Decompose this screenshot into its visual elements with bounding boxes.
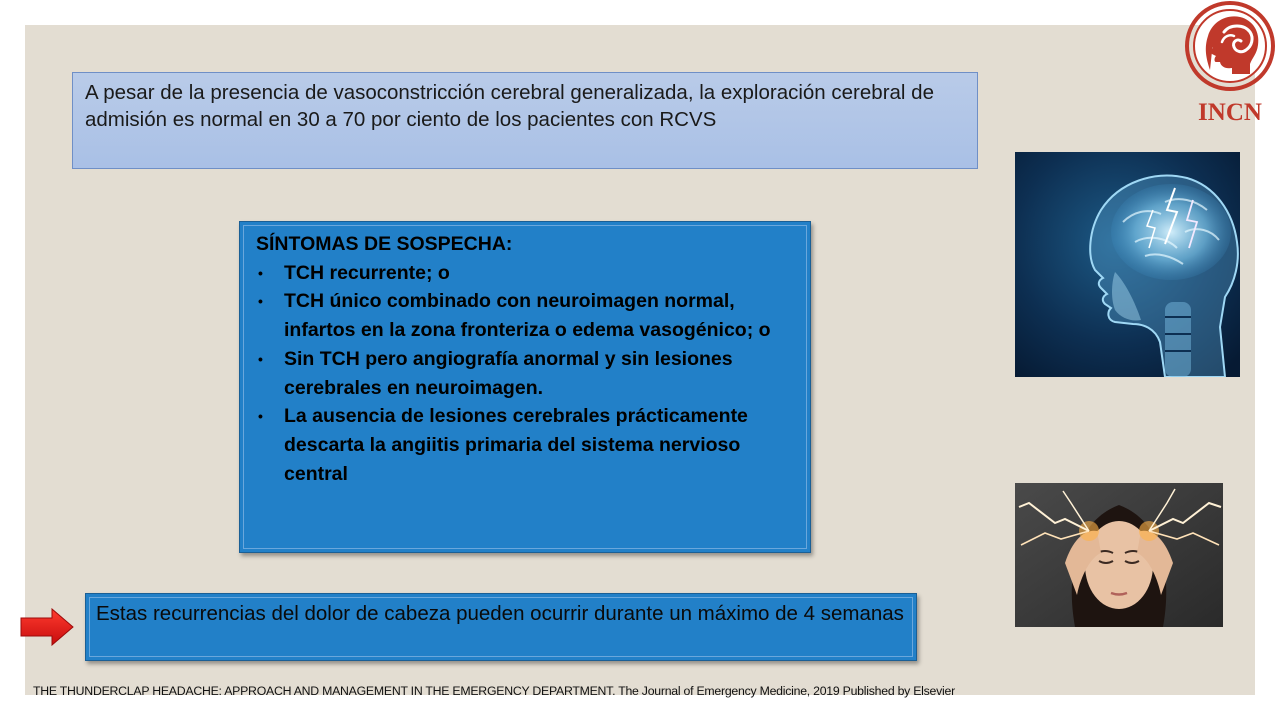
note-box: [85, 593, 917, 661]
symptom-text: TCH único combinado con neuroimagen normal, infartos en la zona fronteriza o edema vasogénico; o: [284, 290, 771, 342]
intro-textbox: [72, 72, 978, 169]
symptom-text: Sin TCH pero angiografía anormal y sin lesiones cerebrales en neuroimagen.: [284, 347, 733, 399]
bullet-icon: •: [258, 408, 263, 425]
symptom-item: [256, 402, 796, 488]
note-inner: [89, 597, 913, 657]
bullet-icon: •: [258, 293, 263, 310]
symptoms-list: [256, 259, 796, 489]
incn-logo: [1180, 0, 1280, 125]
right-arrow-icon: [20, 608, 74, 646]
citation: THE THUNDERCLAP HEADACHE: APPROACH AND MANAGEMENT IN THE EMERGENCY DEPARTMENT. The Journal of Emergency Medicine, 2019 Published by Elsevier: [33, 684, 955, 698]
symptoms-inner: [243, 225, 807, 549]
headache-woman-image: [1015, 483, 1223, 627]
note-text: Estas recurrencias del dolor de cabeza pueden ocurrir durante un máximo de 4 semanas: [96, 602, 904, 625]
symptom-item: [256, 259, 796, 288]
symptom-text: TCH recurrente; o: [284, 261, 450, 284]
logo-text: INCN: [1198, 99, 1262, 125]
brain-xray-image: [1015, 152, 1240, 377]
symptoms-heading: SÍNTOMAS DE SOSPECHA:: [256, 233, 513, 255]
symptom-item: [256, 287, 796, 344]
bullet-icon: •: [258, 350, 263, 367]
symptom-text: La ausencia de lesiones cerebrales prácticamente descarta la angiitis primaria del sistema nervioso central: [284, 405, 748, 485]
symptom-item: [256, 345, 796, 402]
bullet-icon: •: [258, 264, 263, 281]
symptoms-box: [239, 221, 811, 553]
intro-text: A pesar de la presencia de vasoconstricción cerebral generalizada, la exploración cerebral de admisión es normal en 30 a 70 por ciento de los pacientes con RCVS: [85, 81, 934, 131]
